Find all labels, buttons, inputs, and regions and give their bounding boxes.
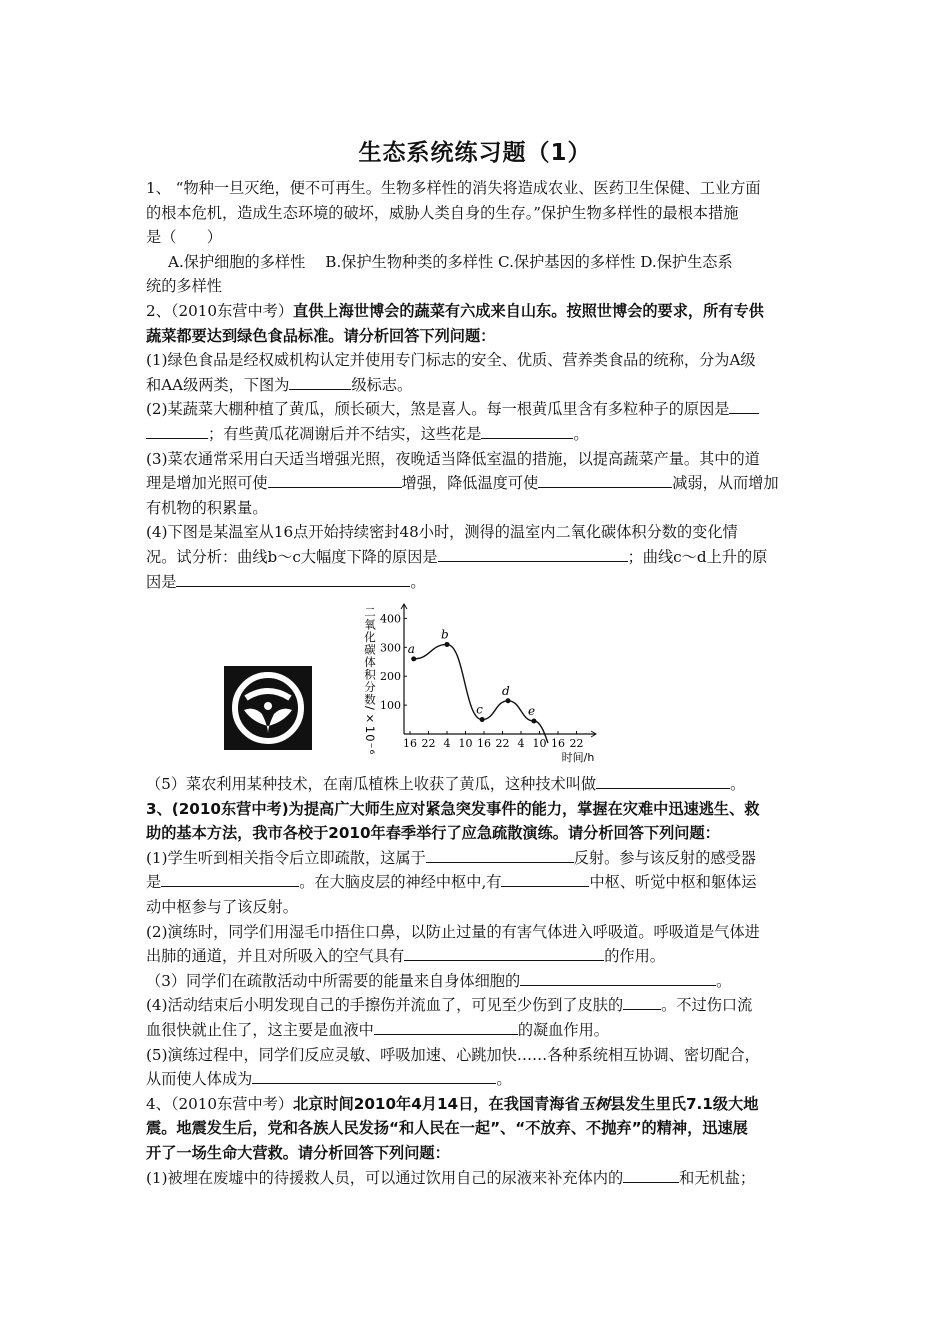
text: 反射。参与该反射的感受器 [573,848,756,867]
text: (4)活动结束后小明发现自己的手擦伤并流血了，可见至少伤到了皮肤的 [146,996,624,1015]
text: 的凝血作用。 [517,1021,609,1040]
q2-sub1-line1: (1)绿色食品是经权威机构认定并使用专门标志的安全、优质、营养类食品的统称，分为A级 [146,351,756,370]
text: 级标志。 [351,375,413,394]
q1-options-cont: 统的多样性 [146,277,222,296]
q2-stem: 直供上海世博会的蔬菜有六成来自山东。按照世博会的要求，所有专供 [293,301,764,320]
q3-sub3 [146,969,810,994]
answer-blank[interactable] [438,546,628,562]
answer-blank[interactable] [729,398,759,414]
data-point-b [445,642,450,647]
text: 中枢、听觉中枢和躯体运 [589,873,757,892]
q4-stem: 北京时间2010年4月14日，在我国青海省 [293,1094,580,1113]
answer-blank[interactable] [481,423,573,439]
q4-stem-cont: 县发生里氏7.1级大地 [610,1094,759,1113]
data-point-d [506,698,511,703]
data-point-e [531,719,536,724]
answer-blank[interactable] [623,1167,679,1183]
q2-line1 [146,299,810,324]
text: 。 [496,1070,512,1089]
q3-sub5-line2 [146,1067,810,1092]
page-title: 生态系统练习题（1） [358,140,592,166]
q3-line1 [146,797,810,822]
x-tick-label: 16 [403,737,417,751]
q2-line2: 蔬菜都要达到绿色食品标准。请分析回答下列问题： [146,326,496,345]
point-label-e: e [527,704,536,719]
answer-blank[interactable] [176,571,410,587]
y-tick-label: 400 [380,612,401,626]
q4-source: 4、（2010东营中考） [146,1094,294,1113]
q3-sub2-line1: (2)演练时，同学们用湿毛巾捂住口鼻，以防止过量的有害气体进入呼吸道。呼吸道是气体进 [146,922,760,941]
answer-blank[interactable] [252,1068,496,1084]
text: ；有些黄瓜花凋谢后并不结实，这些花是 [208,424,482,443]
text: 减弱，从而增加 [672,474,779,493]
q2-sub3-line1: (3)菜农通常采用白天适当增强光照，夜晚适当降低室温的措施，以提高蔬菜产量。其中的道 [146,449,760,468]
answer-blank[interactable] [374,1019,518,1035]
q3-sub1-line3: 动中枢参与了该反射。 [146,898,298,917]
x-tick-label: 16 [551,737,565,751]
q4-line3: 开了一场生命大营救。请分析回答下列问题： [146,1144,450,1162]
q2-sub1-line2 [146,373,810,398]
questions-body [146,176,810,1190]
text: （3）同学们在疏散活动中所需要的能量来自身体细胞的 [146,971,521,990]
x-tick-label: 22 [495,737,510,751]
y-axis-label: 二氧化碳体积分数/×10⁻⁶ [363,606,377,756]
q3-sub5-line1: (5)演练过程中，同学们反应灵敏、呼吸加速、心跳加快……各种系统相互协调、密切配合， [146,1045,760,1064]
text: 。 [730,775,746,794]
q4-sub1 [146,1166,810,1191]
text: (1)学生听到相关指令后立即疏散，这属于 [146,848,426,867]
q2-sub2-line1 [146,397,810,422]
text: 况。试分析：曲线b～c大幅度下降的原因是 [146,547,438,566]
x-axis-label: 时间/h [561,751,595,765]
text: 血很快就止住了，这主要是血液中 [146,1021,374,1040]
answer-blank[interactable] [161,871,299,887]
answer-blank[interactable] [268,472,402,488]
answer-blank[interactable] [596,773,730,789]
text: （5）菜农利用某种技术，在南瓜植株上收获了黄瓜，这种技术叫做 [146,775,597,794]
text: 的作用。 [604,947,665,966]
answer-blank[interactable] [426,847,574,863]
x-tick-label: 22 [421,737,436,751]
q2-sub4-line2 [146,545,810,570]
q4-stem-place: 玉树 [579,1094,611,1113]
q1-line3: 是（ ） [146,228,222,247]
x-tick-label: 10 [458,737,473,751]
q2-sub4-line3 [146,570,810,595]
text: 。 [573,424,589,443]
text: 理是增加光照可使 [146,474,268,493]
data-point-a [411,656,416,661]
q2-sub2-line2 [146,422,810,447]
q2-sub4-line1: (4)下图是某温室从16点开始持续密封48小时，测得的温室内二氧化碳体积分数的变化情 [146,523,738,542]
text: 是 [146,873,162,892]
q2-sub3-line3: 有机物的积累量。 [146,498,268,517]
text: (1)被埋在废墟中的待援救人员，可以通过饮用自己的尿液来补充体内的 [146,1168,624,1187]
x-tick-label: 4 [443,737,451,751]
text: (2)某蔬菜大棚种植了黄瓜，颀长硕大，煞是喜人。每一根黄瓜里含有多粒种子的原因是 [146,400,730,419]
text: 。在大脑皮层的神经中枢中,有 [299,873,502,892]
x-tick-label: 10 [532,737,547,751]
q3-sub2-line2 [146,944,810,969]
q1-line2: 的根本危机，造成生态环境的破坏，威胁人类自身的生存。”保护生物多样性的最根本措施 [146,203,739,222]
q2-source: 2、（2010东营中考） [146,301,294,320]
point-label-b: b [441,627,449,642]
q3-sub4-line1 [146,993,810,1018]
q3-line2: 助的基本方法，我市各校于2010年春季举行了应急疏散演练。请分析回答下列问题： [146,824,720,843]
y-tick-label: 300 [380,641,401,655]
text: 因是 [146,572,177,591]
answer-blank[interactable] [146,423,208,439]
green-food-logo [224,666,312,750]
co2-chart [356,596,606,766]
q2-sub3-line2 [146,471,810,496]
q1-options: A.保护细胞的多样性 B.保护生物种类的多样性 C.保护基因的多样性 D.保护生态系 [168,252,733,271]
y-tick-label: 100 [380,699,401,713]
text: 出肺的通道，并且对所吸入的空气具有 [146,947,405,966]
q3-source: 3、(2010东营中考) [146,799,289,818]
q3-stem: 为提高广大师生应对紧急突发事件的能力，掌握在灾难中迅速逃生、救 [288,799,760,818]
x-tick-label: 22 [569,737,584,751]
text: ；曲线c～d上升的原 [627,547,768,566]
point-label-d: d [502,683,510,698]
x-tick-label: 4 [517,737,525,751]
q3-sub1-line2 [146,870,810,895]
answer-blank[interactable] [538,472,672,488]
q3-sub4-line2 [146,1018,810,1043]
text: 从而使人体成为 [146,1070,253,1089]
series-line [414,645,548,744]
y-tick-label: 200 [380,670,401,684]
q1-line1: 1、 “物种一旦灭绝，便不可再生。生物多样性的消失将造成农业、医药卫生保健、工业方面 [146,179,761,197]
text: 和AA级两类，下图为 [146,375,290,394]
text: 。 [410,572,426,591]
point-label-a: a [407,641,415,656]
text: 。不过伤口流 [661,996,753,1015]
text: 增强，降低温度可使 [401,474,539,493]
data-point-c [480,717,485,722]
answer-blank[interactable] [404,945,604,961]
q3-sub1-line1 [146,846,810,871]
answer-blank[interactable] [520,970,716,986]
q4-line2: 震。地震发生后，党和各族人民发扬“和人民在一起”、“不放弃、不抛弃”的精神，迅速展 [146,1119,748,1138]
point-label-c: c [476,702,483,717]
text: 。 [716,971,732,990]
q2-sub5-line1 [146,772,810,797]
answer-blank[interactable] [623,994,661,1010]
answer-blank[interactable] [289,374,351,390]
figures [146,594,810,772]
q4-line1 [146,1092,810,1117]
answer-blank[interactable] [501,871,589,887]
x-tick-label: 16 [477,737,491,751]
text: 和无机盐； [679,1168,756,1187]
